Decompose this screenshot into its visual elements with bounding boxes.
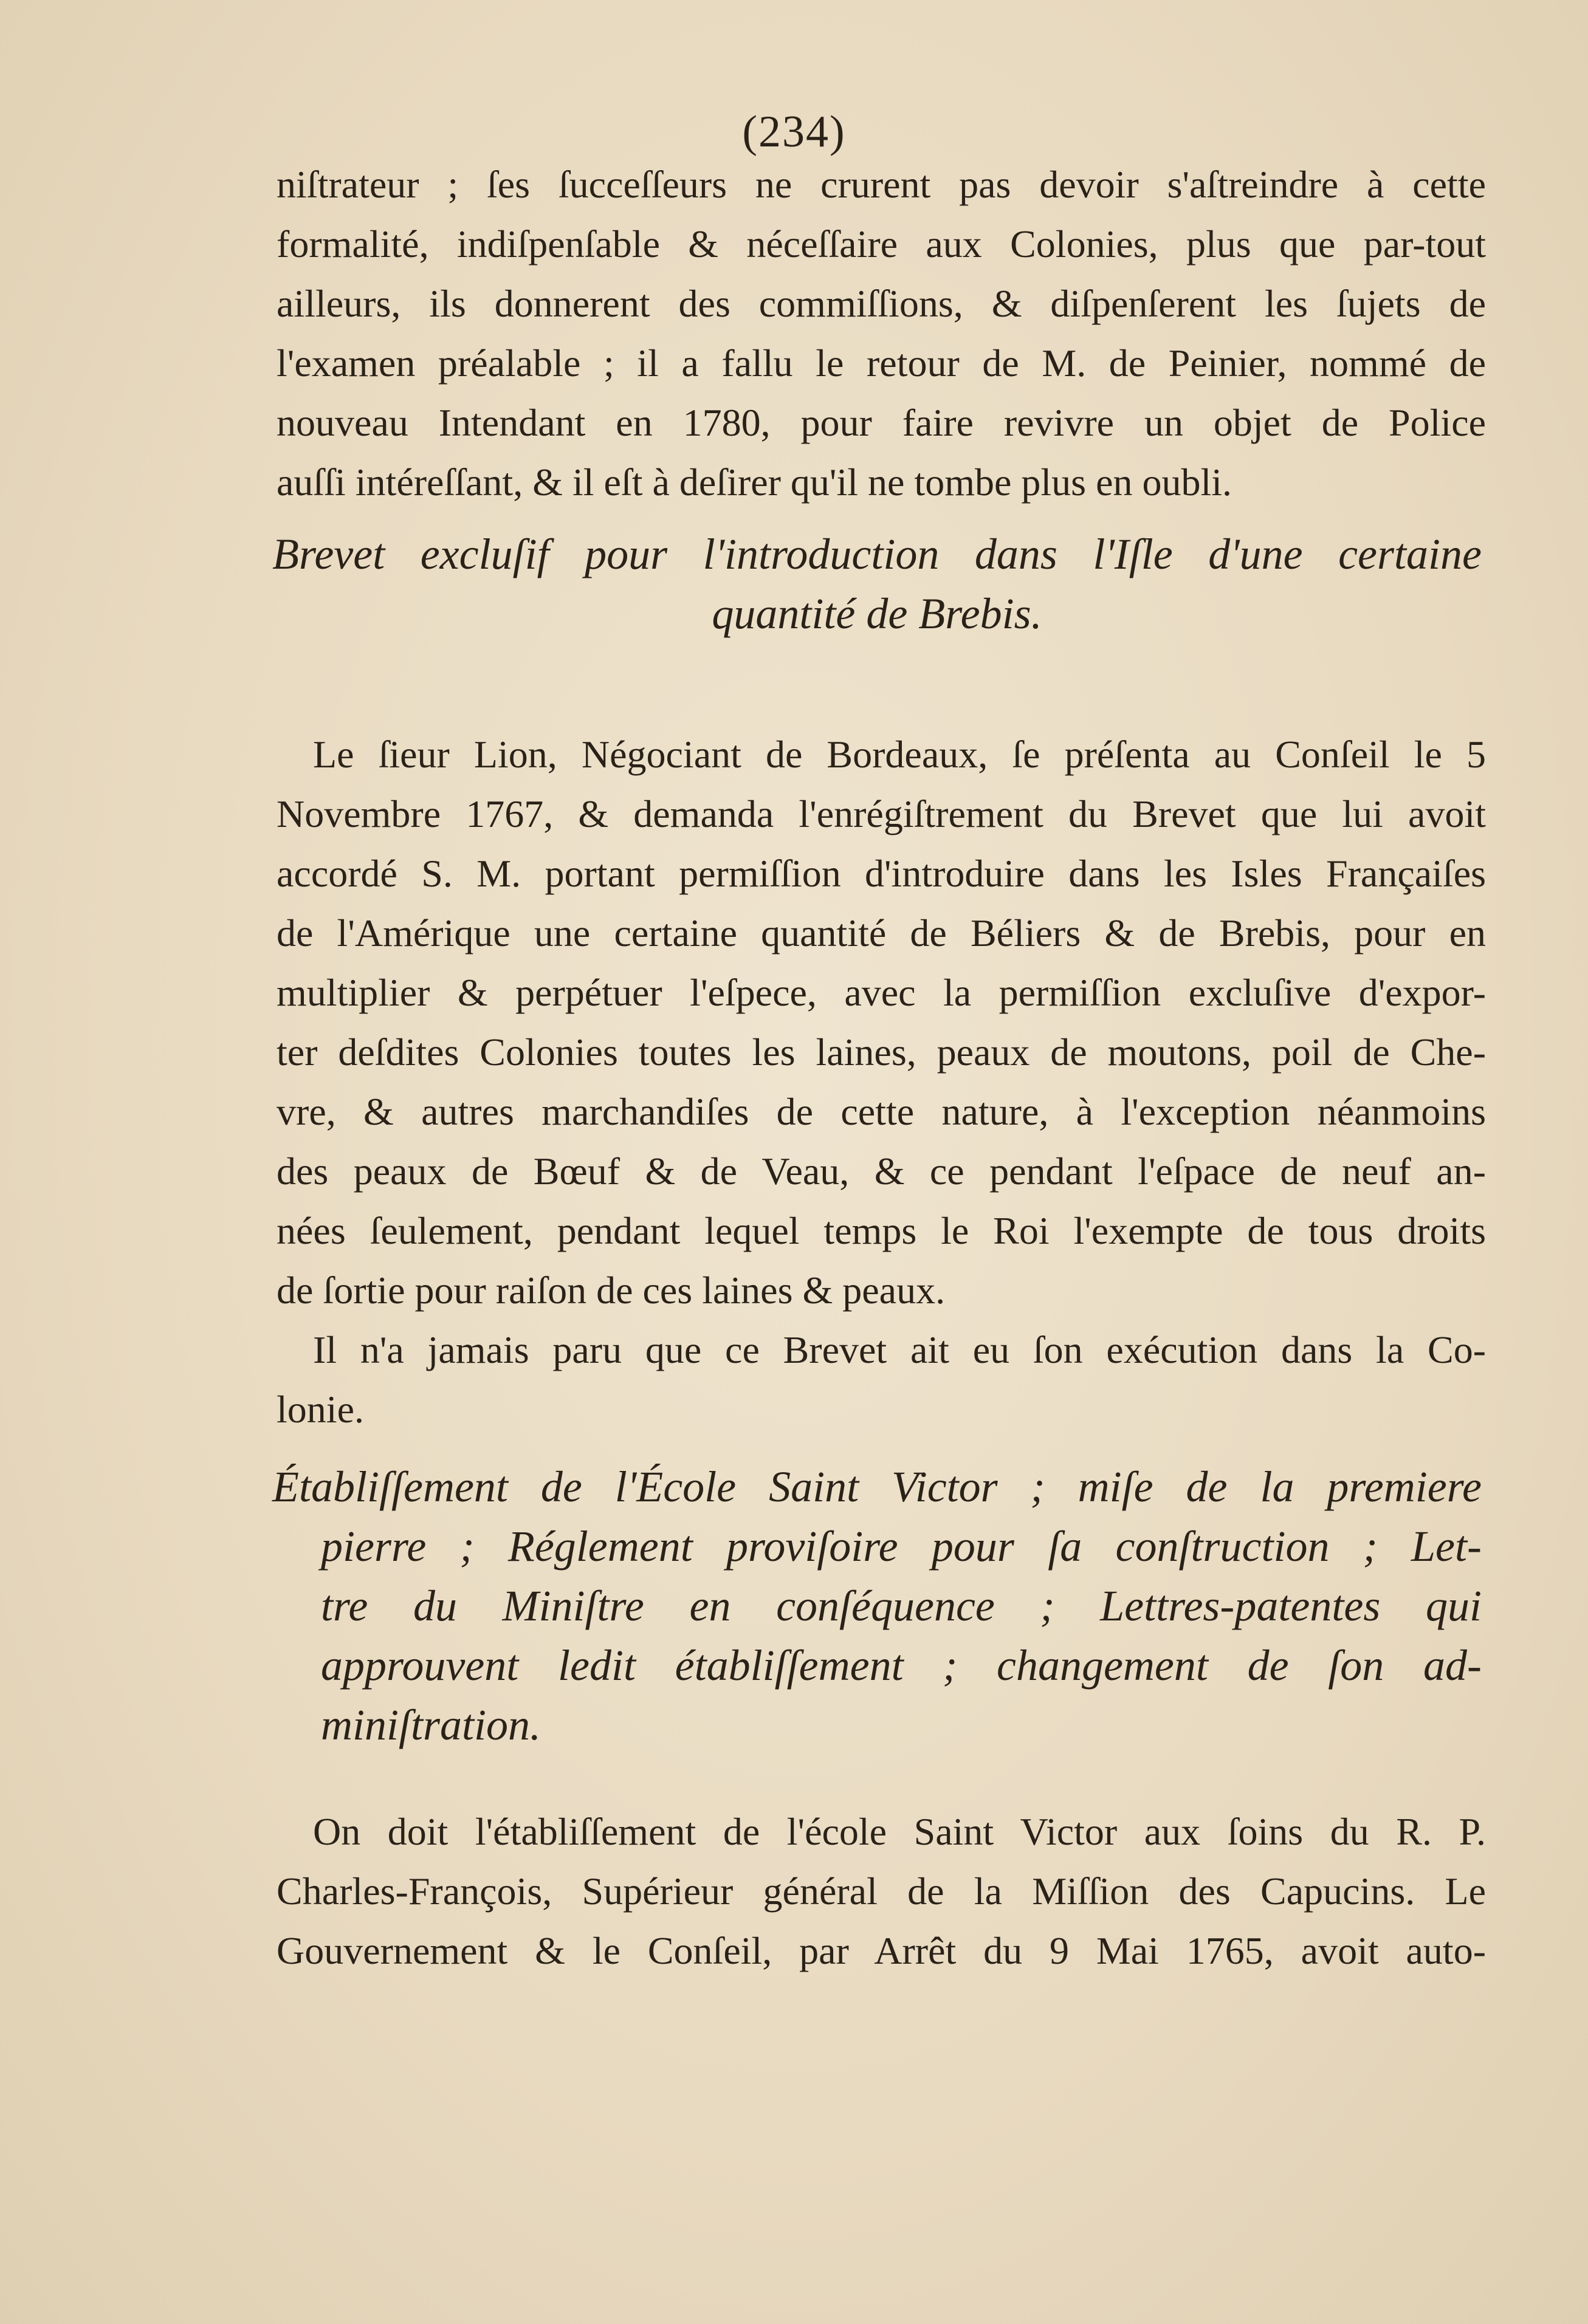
text-line: de ſortie pour raiſon de ces laines & peaux. [277,1269,946,1312]
heading-line: approuvent ledit établiſſement ; changement de ſon ad- [321,1641,1482,1690]
text-line: de l'Amérique une certaine quantité de Béliers & de Brebis, pour en [277,911,1486,955]
text-line: On doit l'établiſſement de l'école Saint Victor aux ſoins du R. P. [313,1810,1486,1853]
page-number: (234) [742,107,846,157]
text-line: ailleurs, ils donnerent des commiſſions, & diſpenſerent les ſujets de [277,282,1486,325]
heading-line: pierre ; Réglement proviſoire pour ſa conſtruction ; Let- [321,1522,1482,1571]
text-line: des peaux de Bœuf & de Veau, & ce pendant l'eſpace de neuf an- [277,1150,1486,1193]
text-line: Charles-François, Supérieur général de la Miſſion des Capucins. Le [277,1870,1486,1913]
paragraph-police [277,155,1486,512]
text-line: nouveau Intendant en 1780, pour faire revivre un objet de Police [277,401,1486,444]
text-line: Il n'a jamais paru que ce Brevet ait eu ſon exécution dans la Co- [313,1328,1486,1371]
paragraph-execution [277,1320,1486,1439]
heading-line: Établiſſement de l'École Saint Victor ; miſe de la premiere [272,1462,1482,1511]
heading-ecole [272,1457,1482,1755]
paragraph-ecole [277,1802,1486,1981]
text-line: formalité, indiſpenſable & néceſſaire aux Colonies, plus que par-tout [277,222,1486,266]
text-line: Gouvernement & le Conſeil, par Arrêt du 9 Mai 1765, avoit auto- [277,1929,1486,1972]
text-line: Le ſieur Lion, Négociant de Bordeaux, ſe préſenta au Conſeil le 5 [313,733,1486,776]
text-line: vre, & autres marchandiſes de cette nature, à l'exception néanmoins [277,1090,1486,1133]
text-line: l'examen préalable ; il a fallu le retour de M. de Peinier, nommé de [277,341,1486,385]
text-line: Novembre 1767, & demanda l'enrégiſtrement du Brevet que lui avoit [277,792,1486,835]
heading-line: Brevet excluſif pour l'introduction dans l'Iſle d'une certaine [272,530,1482,578]
text-line: accordé S. M. portant permiſſion d'introduire dans les Isles Françaiſes [277,852,1486,895]
heading-line: tre du Miniſtre en conſéquence ; Lettres-patentes qui [321,1582,1482,1630]
text-line: multiplier & perpétuer l'eſpece, avec la permiſſion excluſive d'expor- [277,971,1486,1014]
text-line: ter deſdites Colonies toutes les laines, peaux de moutons, poil de Che- [277,1030,1486,1074]
text-line: nées ſeulement, pendant lequel temps le Roi l'exempte de tous droits [277,1209,1486,1252]
heading-line: miniſtration. [321,1701,541,1749]
paragraph-brevet [277,725,1486,1320]
heading-line: quantité de Brebis. [712,589,1042,638]
text-line: lonie. [277,1388,364,1431]
heading-brevet [272,524,1482,643]
text-line: niſtrateur ; ſes ſucceſſeurs ne crurent pas devoir s'aſtreindre à cette [277,163,1486,206]
text-line: auſſi intéreſſant, & il eſt à deſirer qu'il ne tombe plus en oubli. [277,461,1232,504]
